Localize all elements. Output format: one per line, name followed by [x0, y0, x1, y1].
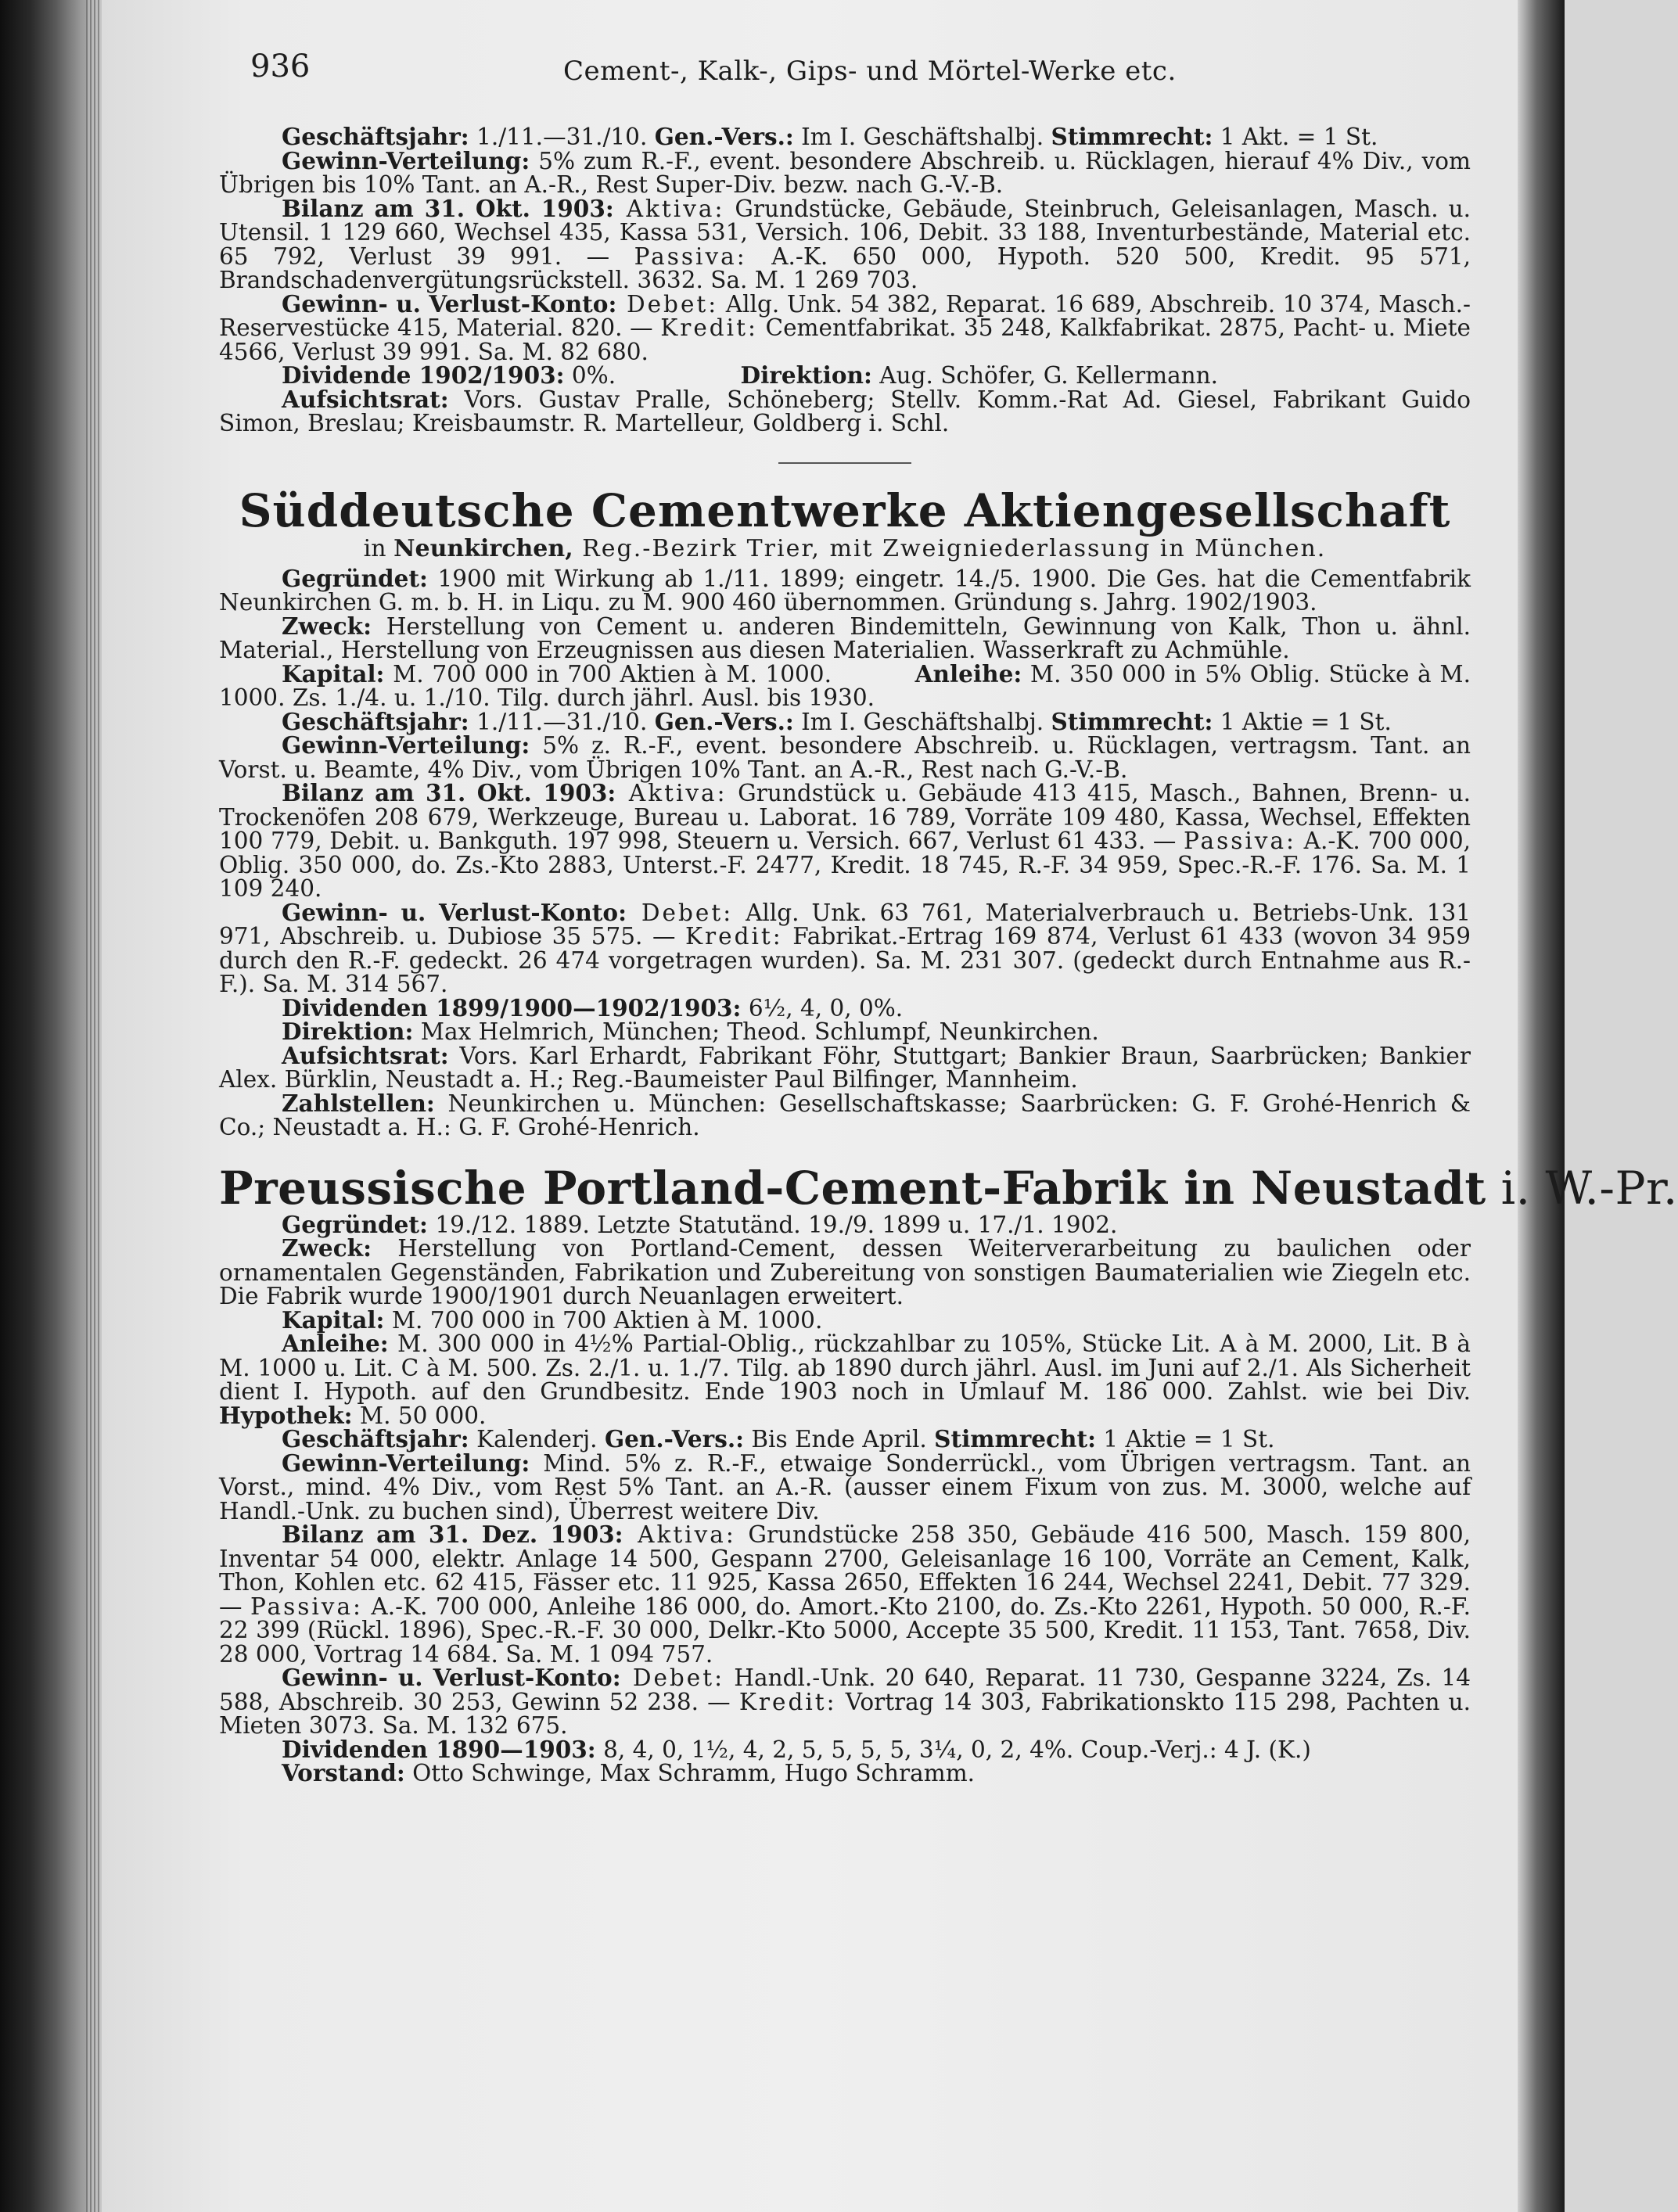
entry-paragraph [219, 731, 1471, 783]
field-text: M. 700 000 in 700 Aktien à M. 1000. [384, 660, 915, 688]
entry-paragraph [219, 1089, 1471, 1140]
field-text: M. 700 000 in 700 Aktien à M. 1000. [384, 1306, 823, 1334]
field-text: 1 Aktie = 1 St. [1095, 1426, 1275, 1453]
field-label: Gewinn- u. Verlust-Konto: [282, 898, 627, 926]
field-spaced: Aktiva: [616, 780, 728, 806]
entry-paragraph [219, 1041, 1471, 1093]
entry-paragraph [219, 1427, 1471, 1452]
entry-paragraph [219, 289, 1471, 365]
field-label: Zahlstellen: [282, 1089, 435, 1117]
field-label: Anleihe: [282, 1330, 389, 1357]
field-spaced: Passiva: [634, 242, 747, 270]
field-label: Gewinn-Verteilung: [282, 146, 530, 174]
entry-paragraph [219, 1234, 1471, 1309]
field-spaced: Kredit: [660, 314, 758, 341]
field-text: Vortrag 14 303, Fabrikationskto 115 298, Pachten u. Mieten 3073. Sa. M. 132 675. [219, 1688, 1471, 1739]
field-label: Zweck: [282, 612, 372, 640]
field-label: Gegründet: [282, 1210, 428, 1238]
entry-paragraph [219, 361, 1471, 389]
field-spaced: Kredit: [738, 1688, 837, 1715]
entry-paragraph [219, 993, 1471, 1022]
field-spaced: Passiva: [250, 1593, 363, 1620]
entry-paragraph [219, 1523, 1471, 1666]
entry-paragraph [219, 612, 1471, 663]
field-label: Direktion: [282, 1018, 414, 1045]
running-title: Cement-, Kalk-, Gips- und Mörtel-Werke etc. [563, 56, 1177, 87]
field-label: Geschäftsjahr: [282, 1425, 469, 1453]
entry-paragraph [219, 1020, 1471, 1044]
field-label: Vorstand: [282, 1759, 405, 1786]
field-label: Zweck: [282, 1234, 372, 1262]
subtitle-place: Neunkirchen, [393, 534, 573, 562]
field-label: Gen.-Vers.: [604, 1425, 744, 1453]
field-text: Bis Ende April. [743, 1426, 935, 1453]
field-text: Otto Schwinge, Max Schramm, Hugo Schramm. [404, 1760, 976, 1786]
field-label: Geschäftsjahr: [282, 707, 469, 735]
field-text: 1./11.—31./10. [469, 708, 655, 735]
entry-paragraph [219, 781, 1471, 901]
field-label: Kapital: [282, 1305, 385, 1334]
field-text: Aug. Schöfer, G. Kellermann. [871, 362, 1219, 389]
field-text: 19./12. 1889. Letzte Statutänd. 19./9. 1899 u. 17./1. 1902. [427, 1211, 1118, 1238]
entry-paragraph [219, 1210, 1471, 1238]
field-text: Mind. 5% z. R.-F., etwaige Sonderrückl., vom Übrigen vertragsm. Tant. an Vorst., mind. 4% Div., vom Rest 5% Tant. an A.-R. (ausser einem Fixum von zus. M. 3000, welche auf Handl.-Unk. zu buchen sind), Überrest weitere Div. [219, 1449, 1471, 1524]
entry-paragraph [219, 659, 1479, 711]
field-label: Hypothek: [219, 1401, 353, 1429]
field-text: 1 Akt. = 1 St. [1213, 124, 1378, 150]
field-label: Kapital: [282, 659, 385, 688]
field-label: Gen.-Vers.: [654, 707, 794, 735]
field-text: M. 350 000 in 5% Oblig. Stücke à M. 1000. Zs. 1./4. u. 1./10. Tilg. durch jährl. Ausl. bis 1930. [219, 660, 1479, 711]
field-label: Geschäftsjahr: [282, 123, 469, 150]
field-label: Aufsichtsrat: [282, 1041, 449, 1069]
field-text: Im I. Geschäftshalbj. [793, 708, 1051, 735]
field-text: Max Helmrich, München; Theod. Schlumpf, Neunkirchen. [413, 1018, 1099, 1045]
field-label: Dividenden 1899/1900—1902/1903: [282, 993, 742, 1022]
entry-title [219, 1161, 1678, 1215]
entry-sueddeutsche-cementwerke [219, 483, 1479, 1140]
entry-title-suffix: i. W.-Pr. [1486, 1161, 1678, 1215]
field-label: Gewinn-Verteilung: [282, 731, 530, 759]
field-label: Gewinn-Verteilung: [282, 1449, 530, 1477]
book-spine-shadow [0, 0, 102, 2212]
field-spaced: Passiva: [1183, 828, 1297, 854]
field-text: Vors. Gustav Pralle, Schöneberg; Stellv. Komm.-Rat Ad. Giesel, Fabrikant Guido Simon, Breslau; Kreisbaumstr. R. Martelleur, Goldberg i. Schl. [219, 386, 1471, 436]
field-spaced: Aktiva: [623, 1521, 736, 1548]
entry-preussische-portland-cement [219, 1161, 1678, 1786]
entry-title-text: Preussische Portland-Cement-Fabrik in Neustadt [219, 1161, 1486, 1215]
field-text: Herstellung von Cement u. anderen Bindemitteln, Gewinnung von Kalk, Thon u. ähnl. Material., Herstellung von Erzeugnissen aus diesen Materialien. Wasserkraft zu Achmühle. [219, 612, 1471, 663]
field-text: 1./11.—31./10. [469, 124, 655, 150]
field-text: Cementfabrikat. 35 248, Kalkfabrikat. 2875, Pacht- u. Miete 4566, Verlust 39 991. Sa. M. 82 680. [219, 314, 1471, 365]
field-text: Allg. Unk. 54 382, Reparat. 16 689, Abschreib. 10 374, Masch.-Reservestücke 415, Material. 820. — [219, 290, 1471, 341]
field-label: Stimmrecht: [1051, 123, 1213, 150]
field-text: Neunkirchen u. München: Gesellschaftskasse; Saarbrücken: G. F. Grohé-Henrich & Co.; Neustadt a. H.: G. F. Grohé-Henrich. [219, 1090, 1471, 1140]
field-text: Kalenderj. [469, 1426, 605, 1453]
field-text: 6½, 4, 0, 0%. [741, 994, 904, 1022]
field-text: 1900 mit Wirkung ab 1./11. 1899; eingetr. 14./5. 1900. Die Ges. hat die Cementfabrik Neunkirchen G. m. b. H. in Liqu. zu M. 900 460 übernommen. Gründung s. Jahrg. 1902/1903. [219, 565, 1471, 616]
field-text: 8, 4, 0, 1½, 4, 2, 5, 5, 5, 5, 3¼, 0, 2, 4%. Coup.-Verj.: 4 J. (K.) [595, 1736, 1311, 1763]
entry-title: Süddeutsche Cementwerke Aktiengesellschaft [239, 483, 1451, 537]
entry-paragraph [219, 125, 1471, 149]
section-divider [778, 462, 911, 464]
field-label: Gegründet: [282, 564, 428, 592]
field-label: Gewinn- u. Verlust-Konto: [282, 289, 617, 318]
field-text: M. 50 000. [352, 1402, 487, 1429]
entry-paragraph [219, 1305, 1471, 1334]
field-spaced: Debet: [620, 1664, 725, 1691]
field-text: A.-K. 700 000, Anleihe 186 000, do. Amort.-Kto 2100, do. Zs.-Kto 2261, Hypoth. 50 000, R.-F. 22 399 (Rückl. 1896), Spec.-R.-F. 30 000, Delkr.-Kto 5000, Accepte 35 500, Kredit. 11 153, Tant. 7658, Div. 28 000, Vortrag 14 684. Sa. M. 1 094 757. [219, 1593, 1471, 1668]
field-label: Stimmrecht: [1051, 707, 1213, 735]
entry-paragraph [219, 1761, 1471, 1786]
entry-paragraph [219, 1735, 1471, 1763]
field-text: Vors. Karl Erhardt, Fabrikant Föhr, Stuttgart; Bankier Braun, Saarbrücken; Bankier Alex. Bürklin, Neustadt a. H.; Reg.-Baumeister Paul Bilfinger, Mannheim. [219, 1042, 1471, 1093]
entry-paragraph [219, 385, 1471, 436]
subtitle-text: Reg.-Bezirk Trier, mit Zweigniederlassung in München. [573, 534, 1327, 562]
field-label: Bilanz am 31. Okt. 1903: [282, 194, 614, 222]
field-spaced: Kredit: [685, 923, 783, 950]
field-label: Direktion: [740, 361, 872, 389]
entry-paragraph [219, 707, 1471, 735]
field-text: Grundstück u. Gebäude 413 415, Masch., Bahnen, Brenn- u. Trockenöfen 208 679, Werkzeuge, Bureau u. Laborat. 16 789, Vorräte 109 480, Kassa, Wechsel, Effekten 100 779, Debit. u. Bankguth. 197 998, Steuern u. Versich. 667, Verlust 61 433. — [219, 780, 1471, 854]
field-spaced: Aktiva: [613, 195, 725, 222]
running-header [219, 47, 1471, 94]
field-text: M. 300 000 in 4½% Partial-Oblig., rückzahlbar zu 105%, Stücke Lit. A à M. 2000, Lit. B à M. 1000 u. Lit. C à M. 500. Zs. 2./1. u. 1./7. Tilg. ab 1890 durch jährl. Ausl. im Juni auf 2./1. Als Sicherheit dient I. Hypoth. auf den Grundbesitz. Ende 1903 noch in Umlauf M. 186 000. Zahlst. wie bei Div. [219, 1330, 1544, 1405]
page-number: 936 [250, 48, 311, 84]
field-label: Dividenden 1890—1903: [282, 1735, 596, 1763]
field-label: Dividende 1902/1903: [282, 361, 565, 389]
entry-paragraph [219, 898, 1471, 997]
entry-paragraph [219, 194, 1471, 293]
page-right-edge [1518, 0, 1565, 2212]
entry-paragraph [219, 1330, 1544, 1429]
field-label: Bilanz am 31. Dez. 1903: [282, 1521, 623, 1548]
page-content [219, 47, 1678, 1786]
field-text: Fabrikat.-Ertrag 169 874, Verlust 61 433 (wovon 34 959 durch den R.-F. gedeckt. 26 474 vorgetragen wurden). Sa. M. 231 307. (gedeckt durch Entnahme aus R.-F.). Sa. M. 314 567. [219, 923, 1471, 997]
field-text: A.-K. 650 000, Hypoth. 520 500, Kredit. 95 571, Brandschadenvergütungsrückstell. 3632. Sa. M. 1 269 703. [219, 242, 1471, 293]
field-text: Grundstücke, Gebäude, Steinbruch, Geleisanlagen, Masch. u. Utensil. 1 129 660, Wechsel 435, Kassa 531, Versich. 106, Debit. 33 188, Inventurbestände, Material etc. 65 792, Verlust 39 991. — [219, 195, 1471, 270]
field-text: Allg. Unk. 63 761, Materialverbrauch u. Betriebs-Unk. 131 971, Abschreib. u. Dubiose 35 575. — [219, 899, 1471, 950]
field-label: Anleihe: [914, 659, 1022, 688]
entry-subtitle [219, 536, 1471, 562]
entry-continued [219, 125, 1471, 436]
field-text: Handl.-Unk. 20 640, Reparat. 11 730, Gespanne 3224, Zs. 14 588, Abschreib. 30 253, Gewinn 52 238. — [219, 1664, 1471, 1715]
entry-paragraph [219, 1666, 1471, 1738]
field-label: Gewinn- u. Verlust-Konto: [282, 1664, 621, 1691]
field-text: 5% zum R.-F., event. besondere Abschreib. u. Rücklagen, hierauf 4% Div., vom Übrigen bis 10% Tant. an A.-R., Rest Super-Div. bezw. nach G.-V.-B. [219, 147, 1471, 198]
field-spaced: Debet: [616, 290, 719, 318]
subtitle-text: in [363, 534, 394, 562]
field-text: Im I. Geschäftshalbj. [793, 124, 1051, 150]
field-label: Aufsichtsrat: [282, 385, 449, 413]
field-spaced: Debet: [626, 899, 734, 926]
field-label: Gen.-Vers.: [654, 123, 794, 150]
entry-paragraph [219, 146, 1471, 198]
field-text: A.-K. 700 000, Oblig. 350 000, do. Zs.-Kto 2883, Unterst.-F. 2477, Kredit. 18 745, R.-F. 34 959, Spec.-R.-F. 176. Sa. M. 1 109 240. [219, 828, 1471, 902]
field-text: Grundstücke 258 350, Gebäude 416 500, Masch. 159 800, Inventar 54 000, elektr. Anlage 14 500, Gespann 2700, Geleisanlage 16 100, Vorräte an Cement, Kalk, Thon, Kohlen etc. 62 415, Fässer etc. 11 925, Kassa 2650, Effekten 16 244, Wechsel 2241, Debit. 77 329. — [219, 1521, 1471, 1620]
field-text: Herstellung von Portland-Cement, dessen Weiterverarbeitung zu baulichen oder ornamentalen Gegenständen, Fabrikation und Zubereitung von sonstigen Baumaterialien wie Ziegeln etc. Die Fabrik wurde 1900/1901 durch Neuanlagen erweitert. [219, 1235, 1471, 1309]
field-label: Stimmrecht: [934, 1425, 1096, 1453]
entry-paragraph [219, 1449, 1471, 1524]
entry-paragraph [219, 564, 1471, 616]
field-label: Bilanz am 31. Okt. 1903: [282, 779, 616, 806]
field-text: 5% z. R.-F., event. besondere Abschreib. u. Rücklagen, vertragsm. Tant. an Vorst. u. Beamte, 4% Div., vom Übrigen 10% Tant. an A.-R., Rest nach G.-V.-B. [219, 732, 1471, 783]
field-text: 0%. [564, 362, 741, 389]
field-text: 1 Aktie = 1 St. [1213, 708, 1392, 735]
